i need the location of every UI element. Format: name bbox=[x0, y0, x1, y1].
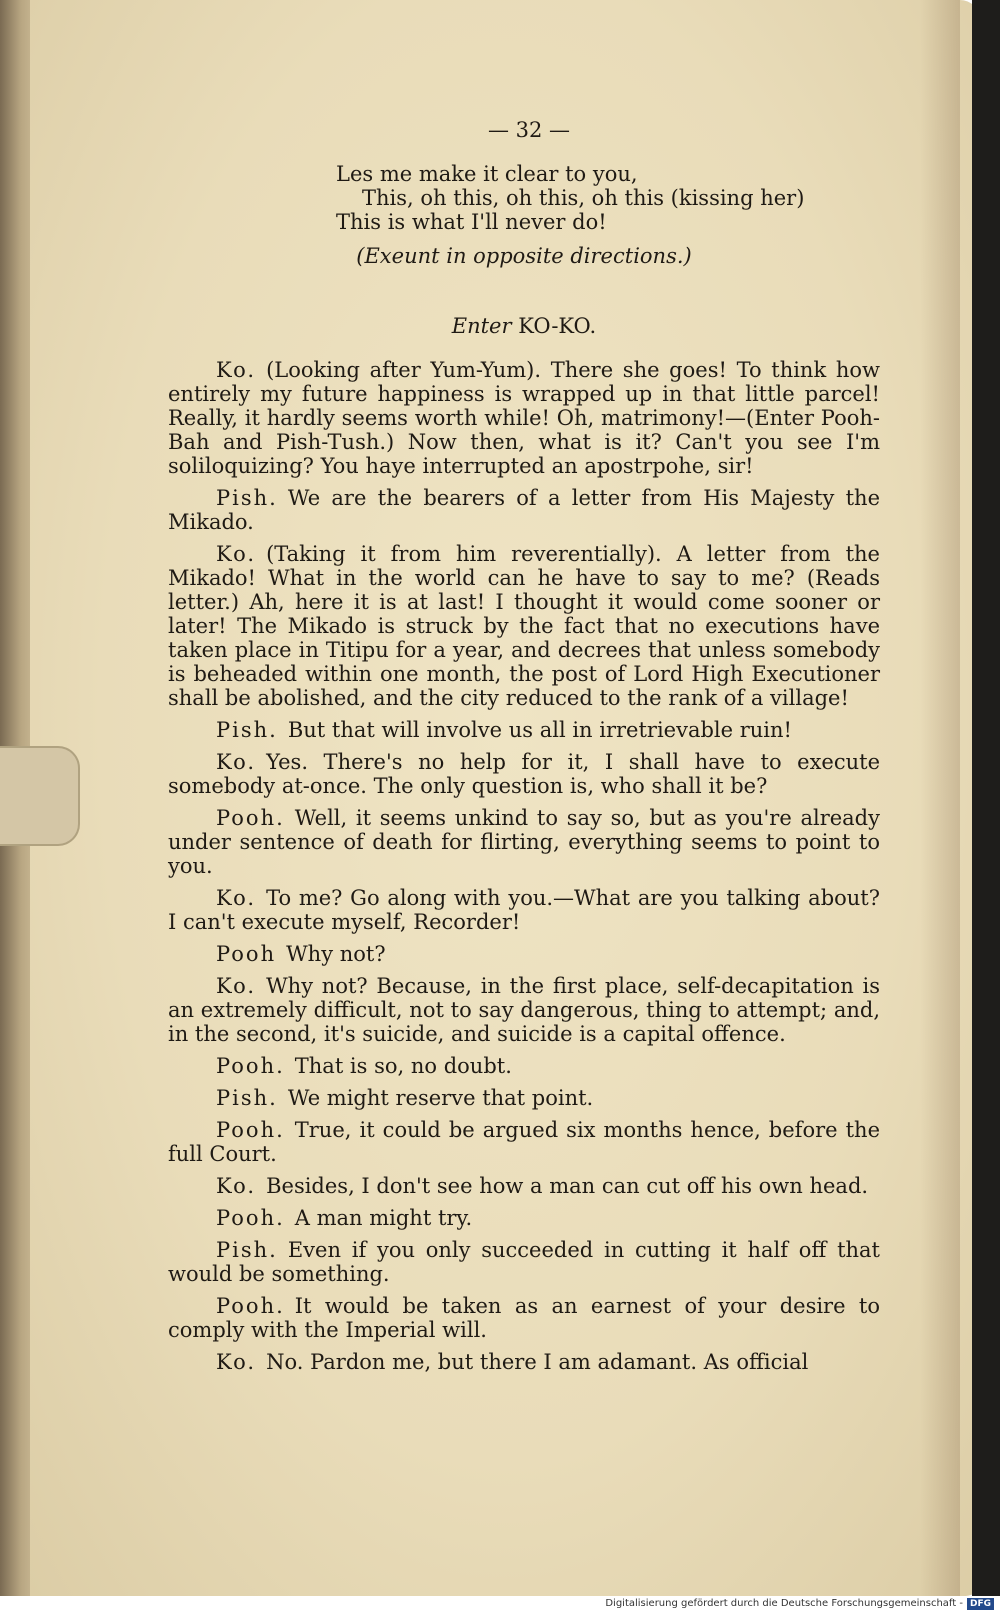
speech-text: We are the bearers of a letter from His Majesty the Mikado. bbox=[168, 486, 880, 534]
speaker-name: Ko. bbox=[216, 1174, 257, 1198]
verse-line: This is what I'll never do! bbox=[336, 210, 607, 234]
speaker-name: Pooh. bbox=[216, 1054, 285, 1078]
character-name: KO-KO. bbox=[518, 314, 597, 338]
speaker-name: Pish. bbox=[216, 1238, 278, 1262]
speech-text: We might reserve that point. bbox=[287, 1086, 594, 1110]
dialogue bbox=[168, 358, 880, 1374]
speech-paragraph bbox=[168, 750, 880, 798]
song-verse bbox=[168, 162, 880, 234]
speech-text: (Looking after Yum-Yum). There she goes! To think how entirely my future happiness is wrapped up in that little parcel! Really, it hardly seems worth while! Oh, matrimony!—(Enter Pooh-Bah and Pish-Tush.) Now then, what is it? Can't you see I'm soliloquizing? You haye interrupted an apostrpohe, sir! bbox=[168, 358, 880, 478]
speaker-name: Pooh. bbox=[216, 806, 285, 830]
speech-text: (Taking it from him reverentially). A letter from the Mikado! What in the world can he have to say to me? (Reads letter.) Ah, here it is at last! I thought it would come sooner or later! The Mikado is struck by the fact that no executions have taken place in Titipu for a year, and decrees that unless somebody is beheaded within one month, the post of Lord High Executioner shall be abolished, and the city reduced to the rank of a village! bbox=[168, 542, 880, 710]
speech-paragraph bbox=[168, 1118, 880, 1166]
speech-text: True, it could be argued six months hence, before the full Court. bbox=[168, 1118, 880, 1166]
speech-text: Even if you only succeeded in cutting it half off that would be something. bbox=[168, 1238, 880, 1286]
speaker-name: Ko. bbox=[216, 542, 257, 566]
speaker-name: Pish. bbox=[216, 486, 278, 510]
speaker-name: Ko. bbox=[216, 974, 257, 998]
speech-paragraph bbox=[168, 486, 880, 534]
speaker-name: Pooh. bbox=[216, 1206, 285, 1230]
speech-text: But that will involve us all in irretrievable ruin! bbox=[287, 718, 792, 742]
speech-paragraph bbox=[168, 1350, 880, 1374]
speaker-name: Ko. bbox=[216, 750, 257, 774]
speech-text: A man might try. bbox=[294, 1206, 473, 1230]
page-text bbox=[168, 118, 880, 1382]
speech-text: To me? Go along with you.—What are you talking about? I can't execute myself, Recorder! bbox=[168, 886, 880, 934]
speaker-name: Pooh. bbox=[216, 1294, 285, 1318]
speaker-name: Pooh bbox=[216, 942, 277, 966]
speech-paragraph bbox=[168, 1238, 880, 1286]
stage-direction: (Exeunt in opposite directions.) bbox=[356, 244, 692, 268]
speech-paragraph bbox=[168, 542, 880, 710]
speech-text: Besides, I don't see how a man can cut off his own head. bbox=[266, 1174, 869, 1198]
speech-paragraph bbox=[168, 358, 880, 478]
speech-text: No. Pardon me, but there I am adamant. As official bbox=[266, 1350, 809, 1374]
entrance-heading bbox=[168, 314, 880, 338]
scan-dark-border bbox=[972, 0, 1000, 1612]
speech-text: That is so, no doubt. bbox=[294, 1054, 512, 1078]
dfg-logo: DFG bbox=[967, 1598, 994, 1610]
verse-line: This, oh this, oh this, oh this (kissing her) bbox=[362, 186, 805, 210]
enter-word: Enter bbox=[451, 314, 512, 338]
speech-text: It would be taken as an earnest of your desire to comply with the Imperial will. bbox=[168, 1294, 880, 1342]
speech-text: Yes. There's no help for it, I shall have to execute somebody at-once. The only question is, who shall it be? bbox=[168, 750, 880, 798]
speech-paragraph bbox=[168, 1086, 880, 1110]
speech-paragraph bbox=[168, 1054, 880, 1078]
speech-paragraph bbox=[168, 718, 880, 742]
speaker-name: Ko. bbox=[216, 886, 257, 910]
speech-text: Why not? bbox=[286, 942, 386, 966]
speech-text: Why not? Because, in the first place, self-decapitation is an extremely difficult, not to say dangerous, thing to attempt; and, in the second, it's suicide, and suicide is a capital offence. bbox=[168, 974, 880, 1046]
speech-paragraph bbox=[168, 806, 880, 878]
speech-text: Well, it seems unkind to say so, but as you're already under sentence of death for flirting, everything seems to point to you. bbox=[168, 806, 880, 878]
speaker-name: Pish. bbox=[216, 718, 278, 742]
speech-paragraph bbox=[168, 886, 880, 934]
speech-paragraph bbox=[168, 1174, 880, 1198]
speech-paragraph bbox=[168, 974, 880, 1046]
funding-credit: Digitalisierung gefördert durch die Deutsche Forschungsgemeinschaft - bbox=[605, 1598, 963, 1609]
digitization-footer bbox=[0, 1596, 1000, 1612]
speech-paragraph bbox=[168, 1206, 880, 1230]
speaker-name: Pish. bbox=[216, 1086, 278, 1110]
speech-paragraph bbox=[168, 942, 880, 966]
page-number: — 32 — bbox=[487, 118, 571, 142]
speaker-name: Ko. bbox=[216, 1350, 257, 1374]
speaker-name: Pooh. bbox=[216, 1118, 285, 1142]
verse-line: Les me make it clear to you, bbox=[336, 162, 638, 186]
speaker-name: Ko. bbox=[216, 358, 257, 382]
page-shadow bbox=[920, 0, 960, 1596]
speech-paragraph bbox=[168, 1294, 880, 1342]
bookmark-tab bbox=[0, 746, 80, 846]
